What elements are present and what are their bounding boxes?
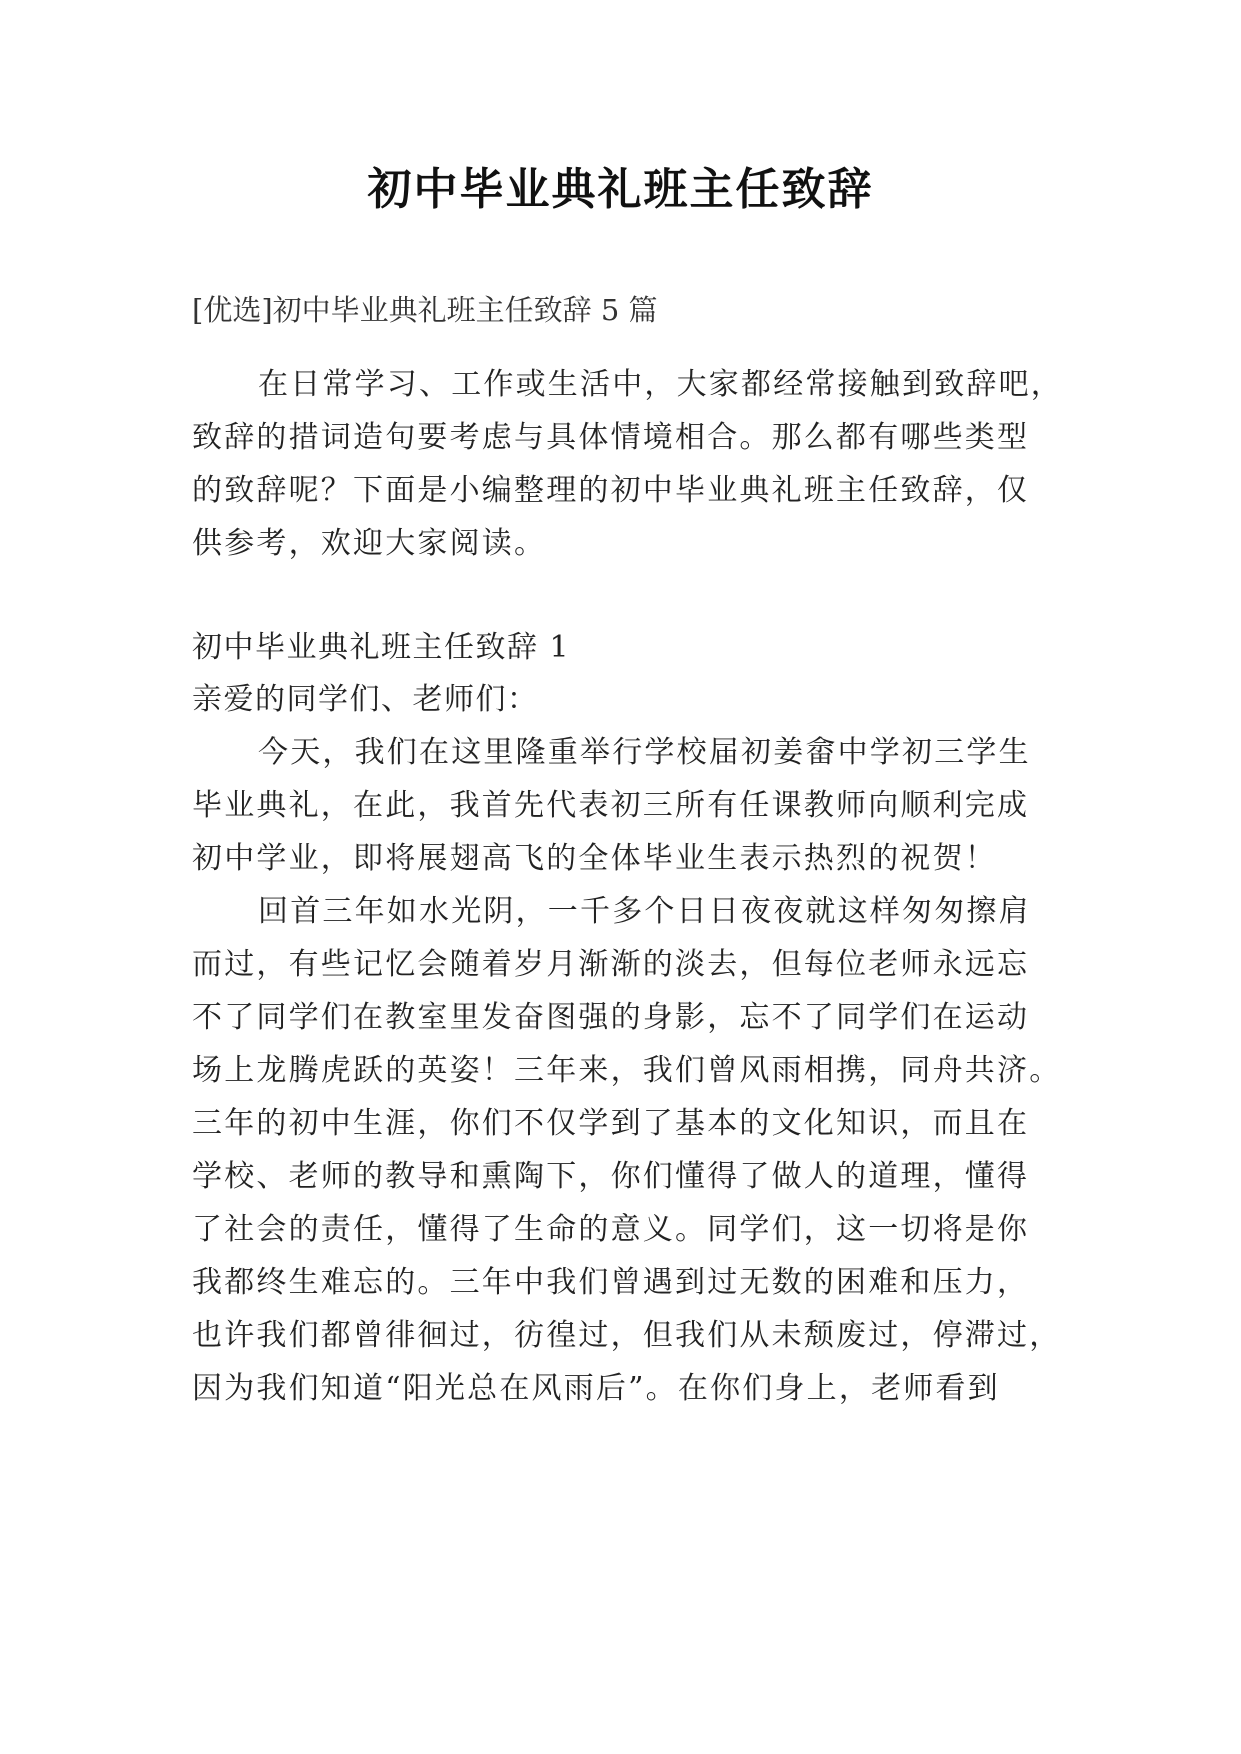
paragraph-line: 回首三年如水光阴，一千多个日日夜夜就这样匆匆擦肩: [258, 894, 1031, 929]
paragraph-line: 初中学业，即将展翅高飞的全体毕业生表示热烈的祝贺！: [192, 841, 997, 876]
paragraph-line: 因为我们知道“阳光总在风雨后”。在你们身上，老师看到: [192, 1371, 1000, 1406]
document-title: 初中毕业典礼班主任致辞: [367, 164, 874, 215]
paragraph-line: 我都终生难忘的。三年中我们曾遇到过无数的困难和压力，: [192, 1265, 1030, 1300]
document-subtitle: [优选]初中毕业典礼班主任致辞 5 篇: [192, 293, 658, 327]
paragraph-line: 今天，我们在这里隆重举行学校届初姜畲中学初三学生: [258, 735, 1031, 770]
section-heading: 初中毕业典礼班主任致辞 1: [192, 630, 571, 665]
paragraph-line: 也许我们都曾徘徊过，彷徨过，但我们从未颓废过，停滞过，: [192, 1318, 1062, 1353]
intro-line: 在日常学习、工作或生活中，大家都经常接触到致辞吧，: [258, 367, 1063, 402]
paragraph-line: 毕业典礼，在此，我首先代表初三所有任课教师向顺利完成: [192, 788, 1030, 823]
paragraph-line: 场上龙腾虎跃的英姿！三年来，我们曾风雨相携，同舟共济。: [192, 1053, 1062, 1088]
intro-line: 的致辞呢？下面是小编整理的初中毕业典礼班主任致辞，仅: [192, 473, 1030, 508]
paragraph-line: 不了同学们在教室里发奋图强的身影，忘不了同学们在运动: [192, 1000, 1030, 1035]
intro-line: 供参考，欢迎大家阅读。: [192, 526, 547, 561]
paragraph-line: 三年的初中生涯，你们不仅学到了基本的文化知识，而且在: [192, 1106, 1030, 1141]
paragraph-line: 了社会的责任，懂得了生命的意义。同学们，这一切将是你: [192, 1212, 1030, 1247]
salutation: 亲爱的同学们、老师们：: [192, 682, 539, 717]
paragraph-line: 而过，有些记忆会随着岁月渐渐的淡去，但每位老师永远忘: [192, 947, 1030, 982]
intro-line: 致辞的措词造句要考虑与具体情境相合。那么都有哪些类型: [192, 420, 1030, 455]
paragraph-line: 学校、老师的教导和熏陶下，你们懂得了做人的道理，懂得: [192, 1159, 1030, 1194]
